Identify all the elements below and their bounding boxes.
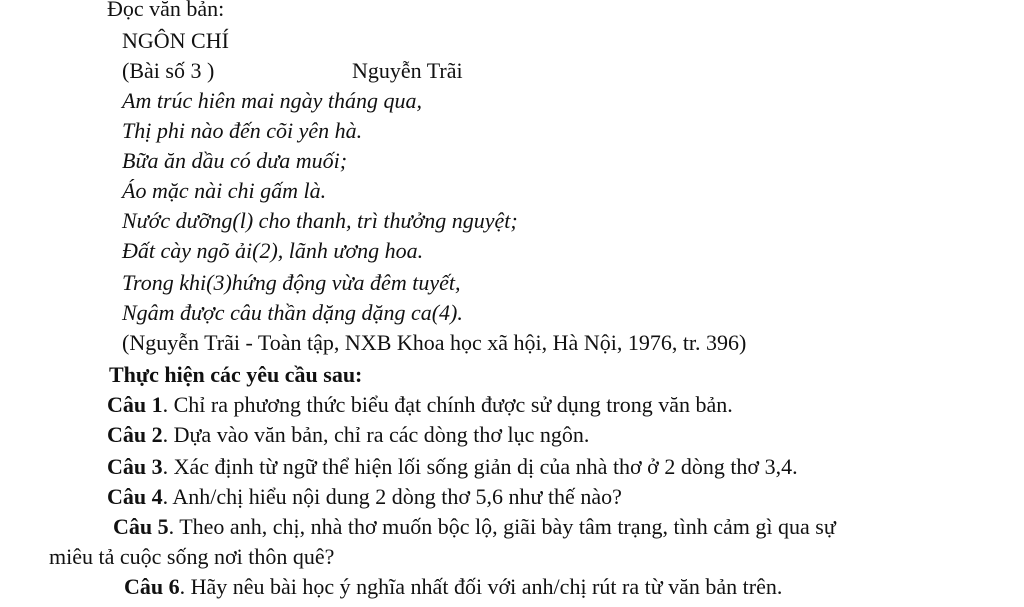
question-text: . Hãy nêu bài học ý nghĩa nhất đối với anh/chị rút ra từ văn bản trên.	[179, 574, 783, 599]
poem-line: Bữa ăn dầu có dưa muối;	[122, 148, 348, 173]
poem-line: Trong khi(3)hứng động vừa đêm tuyết,	[122, 270, 461, 295]
question-text: . Chỉ ra phương thức biểu đạt chính được sử dụng trong văn bản.	[162, 392, 733, 417]
question-label: Câu 3	[107, 454, 163, 479]
question-label: Câu 5	[113, 514, 169, 539]
poem-line: Am trúc hiên mai ngày tháng qua,	[122, 88, 423, 113]
question-5-continuation: miêu tả cuộc sống nơi thôn quê?	[49, 544, 335, 569]
poem-line: Đất cày ngõ ải(2), lãnh ương hoa.	[122, 238, 424, 263]
reading-header: Đọc văn bản:	[107, 0, 225, 21]
question-5	[113, 512, 836, 542]
poem-number: (Bài số 3 )	[122, 58, 215, 83]
poem-line: Áo mặc nài chi gấm là.	[122, 178, 327, 203]
poem-title: NGÔN CHÍ	[122, 28, 229, 53]
poem-line: Thị phi nào đến cõi yên hà.	[122, 118, 363, 143]
poem-author: Nguyễn Trãi	[352, 58, 463, 83]
poem-line: Nước dưỡng(l) cho thanh, trì thưởng nguyệt;	[122, 208, 518, 233]
question-text: . Xác định từ ngữ thể hiện lối sống giản dị của nhà thơ ở 2 dòng thơ 3,4.	[162, 454, 798, 479]
question-label: Câu 1	[107, 392, 163, 417]
tasks-heading: Thực hiện các yêu cầu sau:	[109, 362, 363, 387]
question-1	[107, 390, 733, 420]
question-label: Câu 2	[107, 422, 163, 447]
question-text: . Anh/chị hiểu nội dung 2 dòng thơ 5,6 như thế nào?	[162, 484, 622, 509]
question-4	[107, 482, 622, 512]
question-label: Câu 4	[107, 484, 163, 509]
question-3	[107, 452, 798, 482]
question-text: . Dựa vào văn bản, chỉ ra các dòng thơ lục ngôn.	[162, 422, 590, 447]
poem-source: (Nguyễn Trãi - Toàn tập, NXB Khoa học xã hội, Hà Nội, 1976, tr. 396)	[122, 330, 747, 355]
question-6	[124, 572, 782, 602]
question-label: Câu 6	[124, 574, 180, 599]
question-2	[107, 420, 589, 450]
question-text: . Theo anh, chị, nhà thơ muốn bộc lộ, giãi bày tâm trạng, tình cảm gì qua sự	[168, 514, 836, 539]
poem-line: Ngâm được câu thần dặng dặng ca(4).	[122, 300, 463, 325]
